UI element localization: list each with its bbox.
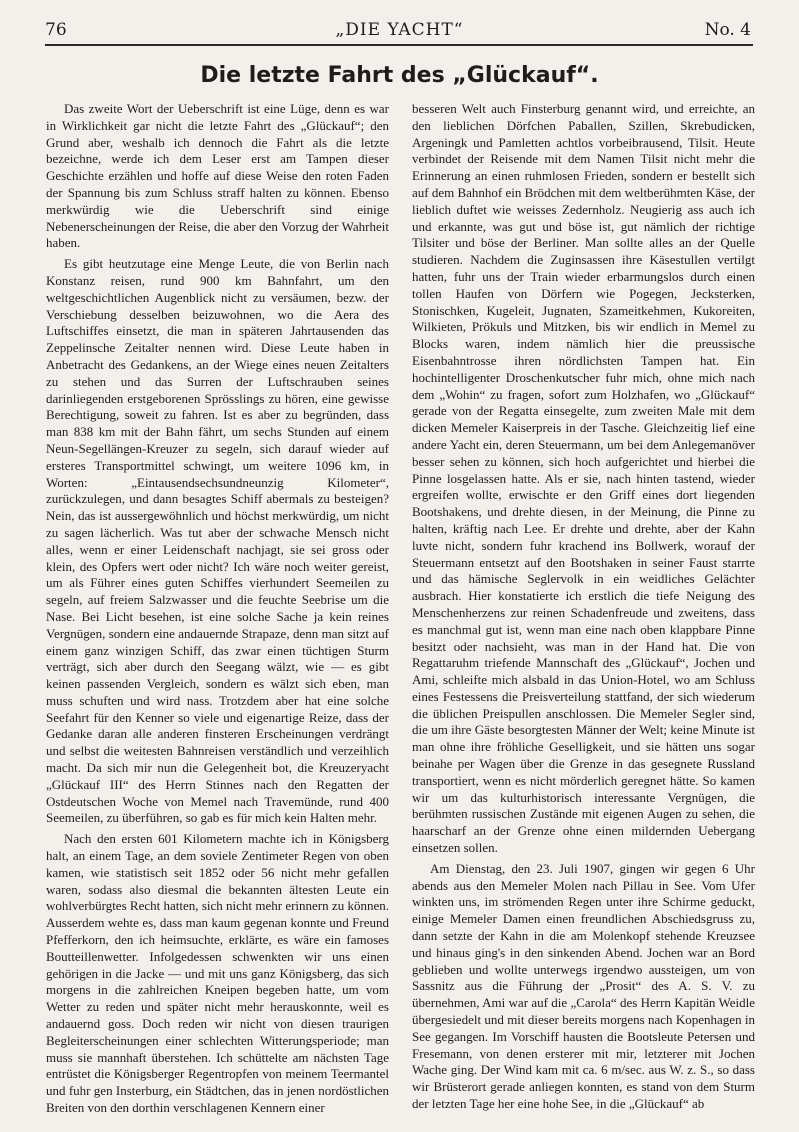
paragraph: Das zweite Wort der Ueberschrift ist eine Lüge, denn es war in Wirklichkeit gar nicht die letzte Fahrt des „Glückauf“; den Grund aber, weshalb ich dennoch die Fahrt als die letzte bezeichne, werde ich dem Leser erst am Tampen dieser Geschichte erzählen und hoffe auf diese Weise den roten Faden der Spannung bis zum Schluss straff halten zu können. Ebenso merkwürdig wie die Ueberschrift sind einige Nebenerscheinungen der Reise, die aber den Vorzug der Wahrheit haben.	[46, 101, 389, 251]
left-column	[46, 101, 389, 1121]
paragraph: besseren Welt auch Finsterburg genannt wird, und erreichte, an den lieblichen Dörfchen Paballen, Szillen, Skrebudicken, Argeningk und Pamletten achtlos vorbeibrausend, Tilsit. Heute verbindet der Reisende mit dem Namen Tilsit nicht mehr die Erinnerung an einen ruhmlosen Frieden, sondern er bestellt sich auf dem Bahnhof ein Brödchen mit dem weltberühmten Käse, der lieblich duftet wie weisses Zedernholz. Neugierig ass auch ich und erkannte, was gut und böse ist, gut nämlich der richtige Tilsiter und böse der Berliner. Man sollte alles an der Quelle studieren. Nachdem die Zuginsassen ihre Käsestullen vertilgt hatten, fuhr uns der Train wieder erbarmungslos durch einen tollen Haufen von Dörfern wie Pogegen, Jecksterken, Stonischken, Kugeleit, Jugnaten, Szameitkehmen, Kukoreiten, Wilkieten, Prökuls und Mitzken, bis wir endlich in Memel zu Blocks waren, indem nämlich hier die preussische Eisenbahntrosse ihren nördlichsten Tampen hat. Ein hochintelligenter Droschenkutscher fuhr mich, ohne mich nach dem „Wohin“ zu fragen, sofort zum Holzhafen, wo „Glückauf“ gerade von der Regatta einsegelte, zum zweiten Male mit dem dicken Memeler Kaiserpreis in der Tasche. Gleichzeitig lief eine andere Yacht ein, deren Steuermann, um bei dem Anlegemanöver besser sehen zu können, sich hoch aufgerichtet und hierbei die Pinne losgelassen hatte. Als er sie, nach hinten tastend, wieder ergreifen wollte, erwischte er den Griff eines dort liegenden Bootshakens, und drehte diesen, in der Meinung, die Pinne zu halten, kräftig nach Lee. Er drehte und drehte, aber der Kahn luvte nicht, sondern fuhr krachend ins Bollwerk, worauf der Steuermann entsetzt auf den Bootshaken in seiner Faust starrte und das hämische Seglervolk in ein weidliches Gelächter ausbrach. Hier konstatierte ich erstlich die tiefe Neigung des Menschenherzens zur reinen Schadenfreude und zweitens, dass es manchmal gut ist, wenn man eine nach oben klappbare Pinne besitzt oder nachsieht, was man in der Hand hat. Die von Regattaruhm triefende Mannschaft des „Glückauf“, Jochen und Ami, schleifte mich alsbald in das Union-Hotel, wo am Schluss eines Festessens die Preisverteilung stattfand, der sich wiederum die üblichen Preispullen anschlossen. Die Memeler Segler sind, die um ihre Gäste besorgtesten Männer der Welt; keine Minute ist man ohne ihre fröhliche Geselligkeit, und sie hätten uns sogar beinahe per Wagen über die Grenze in das gesegnete Russland transportiert, wenn es nicht mörderlich geregnet hätte. So kamen wir um das kulturhistorisch interessante Vergnügen, die berühmten russischen Zustände mit eigenen Augen zu sehen, die haarscharf an der Grenze ohne einen mildernden Uebergang einsetzen sollen.	[412, 101, 755, 856]
paragraph: Am Dienstag, den 23. Juli 1907, gingen wir gegen 6 Uhr abends aus den Memeler Molen nach Pillau in See. Vom Ufer winkten uns, im strömenden Regen unter ihre Schirme geduckt, einige Memeler Damen einen freundlichen Abschiedsgruss zu, dann setzte der Kahn in die am Molenkopf stehende Kreuzsee und hinaus ging's in den sinkenden Abend. Jochen war an Bord geblieben und wollte unterwegs irgendwo aussteigen, um von Sassnitz aus die Führung der „Prosit“ des A. S. V. zu übernehmen, Ami war auf die „Carola“ des Herrn Kapitän Weidle übergesiedelt und mit dieser bereits morgens nach Kopenhagen in See gegangen. Im Vorschiff hausten die Bootsleute Petersen und Fresemann, von denen ersterer mit mir, letzterer mit Jochen Wache ging. Der Wind kam mit ca. 6 m/sec. aus W. z. S., so dass wir Brüsterort gerade anliegen konnten, es stand von dem Sturm der letzten Tage her eine hohe See, in die „Glückauf“ ab	[412, 860, 755, 1112]
paragraph: Nach den ersten 601 Kilometern machte ich in Königsberg halt, an einem Tage, an dem soviele Zentimeter Regen von oben kamen, wie statistisch seit 1852 oder 56 nicht mehr gefallen waren, sodass also diesmal die bekannten ältesten Leute ein wohlverbürgtes Recht hatten, sich nicht mehr erinnern zu können. Ausserdem wehte es, dass man kaum gegenan konnte und Freund Pfefferkorn, den ich heimsuchte, erklärte, es wäre ein famoses Boutteillenwetter. Infolgedessen schwenkten wir uns einen gehörigen in die Jacke — und mit uns ganz Königsberg, das sich morgens in die zahlreichen Kneipen begeben hatte, um vom Wetter zu reden und später nicht mehr herauskonnte, weil es andauernd goss. Doch reden wir nicht von diesen traurigen Begleiterscheinungen einer schlechten Witterungsperiode; man muss sie mannhaft überstehen. Ich schüttelte am nächsten Tage entrüstet die Königsberger Regentropfen von meinem Teermantel und fuhr gen Insterburg, ein Städtchen, das in jenen nordöstlichen Breiten von den dorthin verschlagenen Kennern einer	[46, 831, 389, 1116]
header-rule	[45, 44, 753, 46]
right-column	[412, 101, 755, 1117]
issue-number: No. 4	[704, 20, 751, 40]
article-title: Die letzte Fahrt des „Glückauf“.	[200, 63, 599, 88]
magazine-title: „DIE YACHT“	[335, 20, 464, 40]
paragraph: Es gibt heutzutage eine Menge Leute, die von Berlin nach Konstanz reisen, rund 900 km Bahnfahrt, um den weltgeschichtlichen Augenblick nicht zu versäumen, bezw. der Verschiebung desselben beizuwohnen, wo die Aera des Luftschiffes einsetzt, die man in späteren Jahrtausenden das Zeppelinsche Zeitalter nennen wird. Diese Leute haben in Anbetracht des Gedankens, an der Wiege eines neuen Zeitalters zu stehen und das Surren der Luftschrauben seines darinliegenden erstgeborenen Sprösslings zu hören, eine gewisse Berechtigung, soweit zu fahren. Ist es aber zu begründen, dass man 838 km mit der Bahn fährt, um sechs Stunden auf einem Neun-Segellängen-Kreuzer zu segeln, sich darauf wieder auf ersteres Transportmittel schwingt, um weitere 1096 km, in Worten: „Eintausendsechsundneunzig Kilometer“, zurückzulegen, und dann besagtes Schiff abermals zu besteigen? Nein, das ist aussergewöhnlich und höchst merkwürdig, um nicht zu sagen lächerlich. Was tut aber der schwache Mensch nicht alles, wenn er einer Leidenschaft nachjagt, sie sei gross oder klein, des Opfers wert oder nicht? Ich wäre noch weiter gereist, um als Führer eines guten Schiffes vierhundert Seemeilen zu segeln, auf freiem Salzwasser und die feuchte Seebrise um die Nase. Bei Licht besehen, ist eine solche Sache ja kein reines Vergnügen, sondern eine andauernde Strapaze, denn man sitzt auf einem ganz winzigen Schiff, das zwar einen tüchtigen Sturm verträgt, sich aber durch den Seegang wälzt, wie — es gibt keinen passenden Vergleich, sondern es wälzt sich eben, man muss schuften und wird nass. Trotzdem aber hat eine solche Seefahrt für den Kenner so viele und eigenartige Reize, dass der Gedanke daran alle anderen finsteren Erscheinungen verdrängt und selbst die weitesten Bahnreisen verständlich und verzeihlich macht. Da sich mir nun die Gelegenheit bot, die Kreuzeryacht „Glückauf III“ des Herrn Stinnes nach den Regatten der Ostdeutschen Woche von Memel nach Travemünde, rund 400 Seemeilen, zu überführen, so gab es für mich kein Halten mehr.	[46, 256, 389, 826]
page-number: 76	[45, 20, 67, 40]
